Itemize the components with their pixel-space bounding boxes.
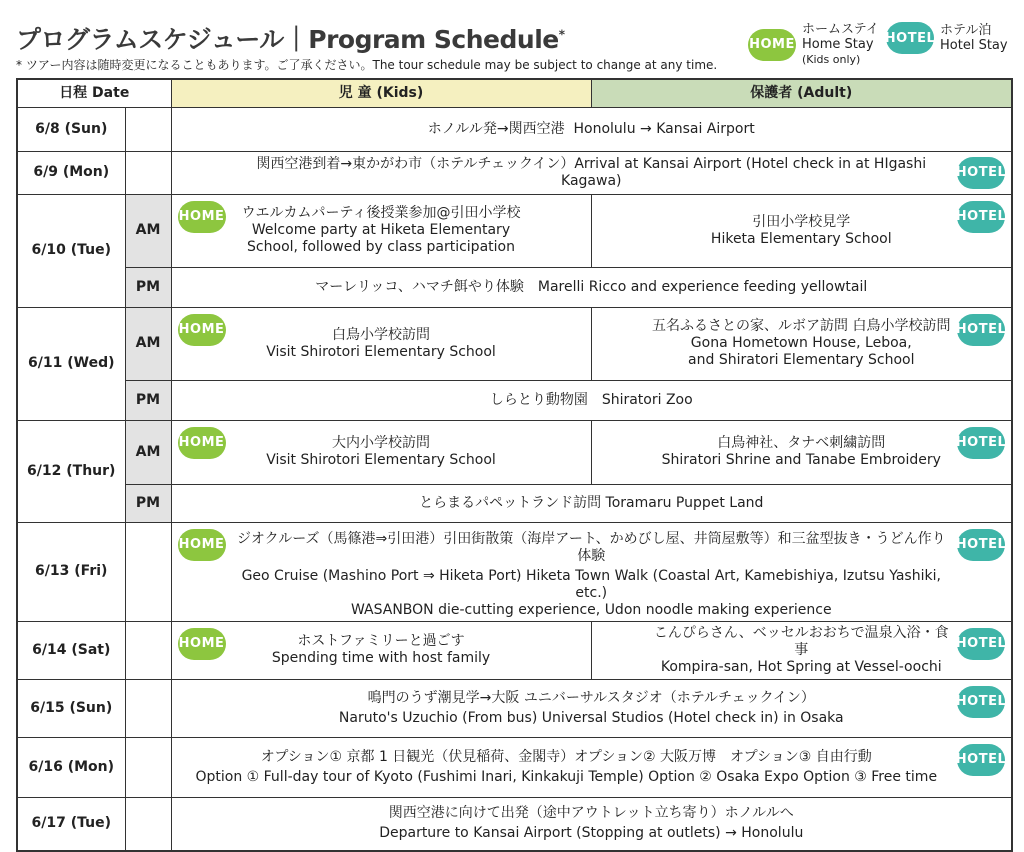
activity-cell: しらとり動物園 Shiratori Zoo [171, 380, 1012, 420]
hotel-badge-icon: HOTEL [957, 201, 1005, 233]
period-empty [125, 737, 171, 797]
activity-cell: 関西空港到着→東かがわ市（ホテルチェックイン）Arrival at Kansai Airport (Hotel check in at HIgashi Kagawa) HOTEL [171, 151, 1012, 194]
row-date: 6/13 (Fri) [17, 522, 125, 621]
period-empty [125, 151, 171, 194]
table-row [17, 797, 1012, 851]
table-header-row [17, 79, 1012, 107]
period-am: AM [125, 194, 171, 267]
table-row [17, 194, 1012, 267]
home-badge-icon: HOME [178, 529, 226, 561]
table-row [17, 267, 1012, 307]
row-date: 6/15 (Sun) [17, 679, 125, 737]
row-date: 6/10 (Tue) [17, 194, 125, 307]
period-pm: PM [125, 484, 171, 522]
period-pm: PM [125, 267, 171, 307]
hotel-badge-icon: HOTEL [957, 744, 1005, 776]
row-date: 6/17 (Tue) [17, 797, 125, 851]
adult-activity-cell: HOTEL 引田小学校見学 Hiketa Elementary School [591, 194, 1012, 267]
home-badge-icon: HOME [178, 314, 226, 346]
period-empty [125, 621, 171, 679]
activity-cell: HOTEL 鳴門のうず潮見学→大阪 ユニバーサルスタジオ（ホテルチェックイン） Naruto's Uzuchio (From bus) Universal Studios (Hotel check in) in Osaka [171, 679, 1012, 737]
hotel-badge-icon: HOTEL [957, 157, 1005, 189]
home-badge-icon: HOME [748, 29, 796, 61]
page-title: プログラムスケジュール｜Program Schedule* [16, 25, 565, 54]
activity-cell: ホノルル発→関西空港 Honolulu → Kansai Airport [171, 107, 1012, 151]
home-badge-icon: HOME [178, 628, 226, 660]
legend-homestay-text: ホームステイ Home Stay (Kids only) [802, 22, 879, 66]
title-footnote-mark: * [558, 27, 565, 42]
row-date: 6/12 (Thur) [17, 420, 125, 522]
period-pm: PM [125, 380, 171, 420]
activity-cell: HOTEL オプション① 京都 1 日観光（伏見稲荷、金閣寺）オプション② 大阪万博 オプション③ 自由行動 Option ① Full-day tour of Kyoto (Fushimi Inari, Kinkakuji Temple) Option ② Osaka Expo Option ③ Free time [171, 737, 1012, 797]
table-row [17, 484, 1012, 522]
period-am: AM [125, 420, 171, 484]
table-row [17, 621, 1012, 679]
row-date: 6/14 (Sat) [17, 621, 125, 679]
home-badge-icon: HOME [178, 427, 226, 459]
table-row [17, 679, 1012, 737]
kids-activity-cell: HOME 大内小学校訪問 Visit Shirotori Elementary School [171, 420, 591, 484]
legend-homestay [748, 22, 879, 67]
adult-activity-cell: HOTEL 白鳥神社、タナベ刺繍訪問 Shiratori Shrine and Tanabe Embroidery [591, 420, 1012, 484]
period-am: AM [125, 307, 171, 380]
hotel-badge-icon: HOTEL [957, 314, 1005, 346]
row-date: 6/9 (Mon) [17, 151, 125, 194]
adult-activity-cell: HOTEL 五名ふるさとの家、ルボア訪問 白鳥小学校訪問 Gona Hometown House, Leboa, and Shiratori Elementary School [591, 307, 1012, 380]
table-row [17, 420, 1012, 484]
row-date: 6/8 (Sun) [17, 107, 125, 151]
period-empty [125, 107, 171, 151]
header-date: 日程 Date [17, 79, 171, 107]
table-row [17, 380, 1012, 420]
kids-activity-cell: HOME ホストファミリーと過ごす Spending time with host family [171, 621, 591, 679]
hotel-badge-icon: HOTEL [957, 427, 1005, 459]
home-badge-icon: HOME [178, 201, 226, 233]
table-row [17, 522, 1012, 621]
activity-cell: とらまるパペットランド訪問 Toramaru Puppet Land [171, 484, 1012, 522]
row-date: 6/16 (Mon) [17, 737, 125, 797]
table-row [17, 737, 1012, 797]
kids-activity-cell: HOME 白鳥小学校訪問 Visit Shirotori Elementary School [171, 307, 591, 380]
adult-activity-cell: HOTEL こんぴらさん、ベッセルおおちで温泉入浴・食事 Kompira-san, Hot Spring at Vessel-oochi [591, 621, 1012, 679]
schedule-table [16, 78, 1013, 852]
activity-cell: HOME HOTEL ジオクルーズ（馬篠港⇒引田港）引田街散策（海岸アート、かめびし屋、井筒屋敷等）和三盆型抜き・うどん作り体験 Geo Cruise (Mashino Port ⇒ Hiketa Port) Hiketa Town Walk (Coastal Art, Kamebishiya, Izutsu Yashiki, etc.) WASANBON die-cutting experience, Udon noodle making experience [171, 522, 1012, 621]
period-empty [125, 679, 171, 737]
hotel-badge-icon: HOTEL [957, 628, 1005, 660]
period-empty [125, 522, 171, 621]
legend-hotelstay [886, 22, 1008, 54]
table-row [17, 107, 1012, 151]
period-empty [125, 797, 171, 851]
schedule-note: * ツアー内容は随時変更になることもあります。ご了承ください。The tour schedule may be subject to change at any time. [16, 58, 718, 72]
kids-activity-cell: HOME ウエルカムパーティ後授業参加@引田小学校 Welcome party at Hiketa Elementary School, followed by class participation [171, 194, 591, 267]
row-date: 6/11 (Wed) [17, 307, 125, 420]
header-kids: 児 童 (Kids) [171, 79, 591, 107]
legend-hotelstay-text: ホテル泊 Hotel Stay [940, 23, 1008, 53]
hotel-badge-icon: HOTEL [886, 22, 934, 54]
hotel-badge-icon: HOTEL [957, 529, 1005, 561]
table-row [17, 307, 1012, 380]
activity-cell: 関西空港に向けて出発（途中アウトレット立ち寄り）ホノルルへ Departure to Kansai Airport (Stopping at outlets) → Honolulu [171, 797, 1012, 851]
table-row [17, 151, 1012, 194]
activity-cell: マーレリッコ、ハマチ餌やり体験 Marelli Ricco and experience feeding yellowtail [171, 267, 1012, 307]
header-adult: 保護者 (Adult) [591, 79, 1012, 107]
hotel-badge-icon: HOTEL [957, 686, 1005, 718]
